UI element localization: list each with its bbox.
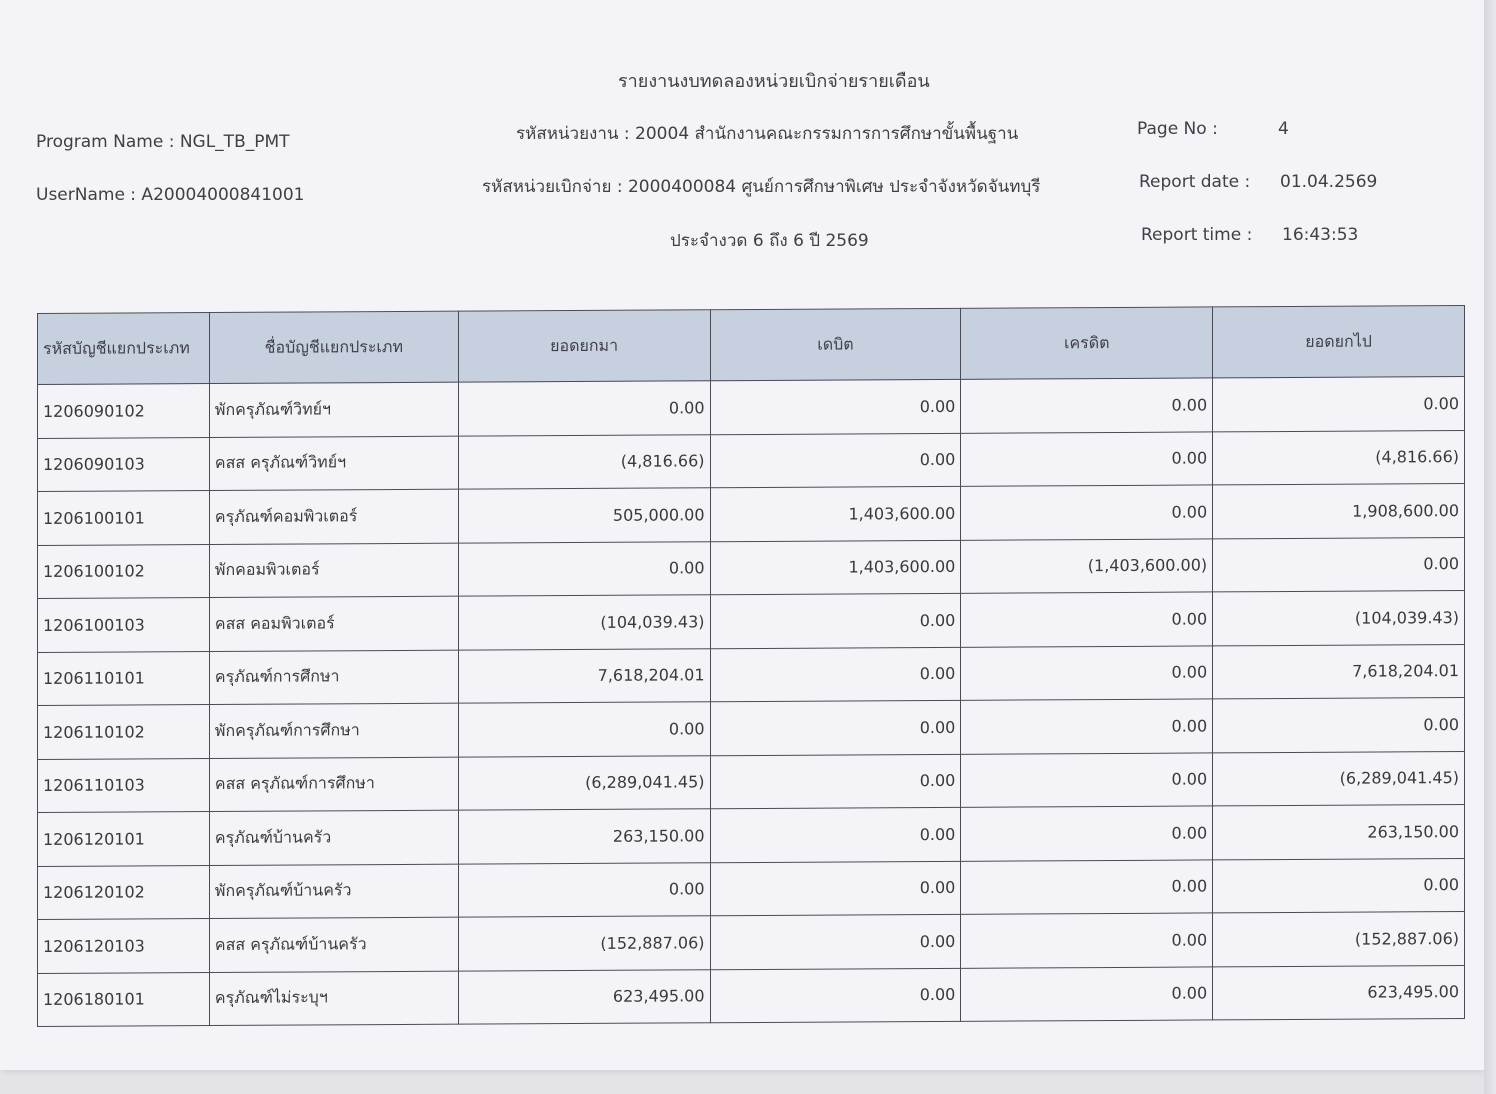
debit-cell: 0.00 [710, 433, 961, 488]
user-name: UserName : A20004000841001 [36, 185, 305, 205]
carried-forward-cell: (152,887.06) [1213, 912, 1465, 967]
carried-forward-cell: 7,618,204.01 [1213, 644, 1465, 699]
account-name-cell: คสส ครุภัณฑ์การศึกษา [209, 757, 458, 812]
table-row [38, 484, 1465, 545]
brought-forward-cell: 263,150.00 [458, 809, 710, 864]
account-name-cell: พักครุภัณฑ์บ้านครัว [209, 864, 458, 919]
carried-forward-cell: 0.00 [1213, 858, 1465, 913]
account-code-cell: 1206120102 [38, 865, 210, 919]
account-code-cell: 1206090102 [38, 384, 210, 438]
account-name-cell: คสส ครุภัณฑ์บ้านครัว [209, 917, 458, 972]
account-code-cell: 1206120101 [38, 812, 210, 866]
debit-cell: 0.00 [710, 700, 961, 755]
debit-cell: 0.00 [710, 379, 961, 434]
col-header-credit: เครดิต [961, 307, 1213, 379]
account-name-cell: ครุภัณฑ์บ้านครัว [209, 810, 458, 865]
debit-cell: 0.00 [710, 807, 961, 862]
account-name-cell: ครุภัณฑ์การศึกษา [209, 650, 458, 705]
col-header-account-name: ชื่อบัญชีแยกประเภท [209, 311, 458, 383]
debit-cell: 0.00 [710, 647, 961, 702]
account-name-cell: พักครุภัณฑ์วิทย์ฯ [209, 382, 458, 437]
account-code-cell: 1206120103 [38, 919, 210, 973]
credit-cell: 0.00 [961, 913, 1213, 968]
credit-cell: 0.00 [961, 752, 1213, 807]
account-name-cell: พักครุภัณฑ์การศึกษา [209, 703, 458, 758]
period-line: ประจำงวด 6 ถึง 6 ปี 2569 [670, 231, 869, 251]
col-header-brought-forward: ยอดยกมา [458, 310, 710, 382]
header-row [38, 306, 1465, 385]
credit-cell: 0.00 [961, 699, 1213, 754]
account-code-cell: 1206180101 [38, 972, 210, 1026]
page-no-label: Page No : [1137, 119, 1218, 139]
report-date-label: Report date : [1139, 172, 1251, 192]
carried-forward-cell: 263,150.00 [1213, 805, 1465, 860]
credit-cell: 0.00 [961, 592, 1213, 647]
account-code-cell: 1206090103 [38, 437, 210, 491]
department-line: รหัสหน่วยงาน : 20004 สำนักงานคณะกรรมการการศึกษาขั้นพื้นฐาน [516, 124, 1019, 144]
brought-forward-cell: (6,289,041.45) [458, 755, 710, 810]
account-code-cell: 1206110102 [38, 705, 210, 759]
credit-cell: 0.00 [961, 485, 1213, 540]
brought-forward-cell: 0.00 [458, 381, 710, 436]
carried-forward-cell: 0.00 [1213, 377, 1465, 432]
account-code-cell: 1206100102 [38, 544, 210, 598]
brought-forward-cell: 0.00 [458, 862, 710, 917]
col-header-account-code: รหัสบัญชีแยกประเภท [38, 313, 210, 385]
report-time-value: 16:43:53 [1282, 225, 1359, 245]
credit-cell: 0.00 [961, 859, 1213, 914]
debit-cell: 1,403,600.00 [710, 540, 961, 595]
account-code-cell: 1206110103 [38, 758, 210, 812]
debit-cell: 1,403,600.00 [710, 486, 961, 541]
carried-forward-cell: 0.00 [1213, 698, 1465, 753]
table-row [38, 430, 1465, 491]
account-code-cell: 1206100103 [38, 598, 210, 652]
account-name-cell: คสส ครุภัณฑ์วิทย์ฯ [209, 436, 458, 491]
table-row [38, 858, 1465, 919]
brought-forward-cell: 0.00 [458, 702, 710, 757]
table-row [38, 644, 1465, 705]
account-code-cell: 1206110101 [38, 651, 210, 705]
brought-forward-cell: 0.00 [458, 541, 710, 596]
debit-cell: 0.00 [710, 968, 961, 1023]
carried-forward-cell: 0.00 [1213, 537, 1465, 592]
report-date-value: 01.04.2569 [1280, 172, 1378, 192]
credit-cell: 0.00 [961, 378, 1213, 433]
report-title: รายงานงบทดลองหน่วยเบิกจ่ายรายเดือน [618, 71, 930, 92]
carried-forward-cell: (104,039.43) [1213, 591, 1465, 646]
brought-forward-cell: (104,039.43) [458, 595, 710, 650]
table-row [38, 377, 1465, 438]
credit-cell: 0.00 [961, 645, 1213, 700]
program-name: Program Name : NGL_TB_PMT [36, 132, 290, 152]
table-row [38, 751, 1465, 812]
trial-balance-table [37, 305, 1465, 1027]
brought-forward-cell: (152,887.06) [458, 916, 710, 971]
carried-forward-cell: (4,816.66) [1213, 430, 1465, 485]
table-row [38, 537, 1465, 598]
account-name-cell: ครุภัณฑ์คอมพิวเตอร์ [209, 489, 458, 544]
table-row [38, 912, 1465, 973]
debit-cell: 0.00 [710, 914, 961, 969]
disbursing-unit-line: รหัสหน่วยเบิกจ่าย : 2000400084 ศูนย์การศึกษาพิเศษ ประจำจังหวัดจันทบุรี [482, 177, 1041, 197]
table-row [38, 698, 1465, 759]
credit-cell: 0.00 [961, 966, 1213, 1021]
debit-cell: 0.00 [710, 593, 961, 648]
credit-cell: 0.00 [961, 431, 1213, 486]
col-header-carried-forward: ยอดยกไป [1213, 306, 1465, 378]
table-row [38, 591, 1465, 652]
table-row [38, 965, 1465, 1026]
page-no-value: 4 [1278, 119, 1289, 139]
brought-forward-cell: 7,618,204.01 [458, 648, 710, 703]
carried-forward-cell: (6,289,041.45) [1213, 751, 1465, 806]
credit-cell: (1,403,600.00) [961, 538, 1213, 593]
carried-forward-cell: 623,495.00 [1213, 965, 1465, 1020]
brought-forward-cell: 505,000.00 [458, 488, 710, 543]
account-name-cell: คสส คอมพิวเตอร์ [209, 596, 458, 651]
table-header [38, 306, 1465, 385]
debit-cell: 0.00 [710, 754, 961, 809]
col-header-debit: เดบิต [710, 308, 961, 380]
brought-forward-cell: 623,495.00 [458, 969, 710, 1024]
credit-cell: 0.00 [961, 806, 1213, 861]
report-time-label: Report time : [1141, 225, 1253, 245]
brought-forward-cell: (4,816.66) [458, 434, 710, 489]
carried-forward-cell: 1,908,600.00 [1213, 484, 1465, 539]
paper-edge-shadow [1484, 0, 1496, 1094]
account-code-cell: 1206100101 [38, 491, 210, 545]
account-name-cell: พักคอมพิวเตอร์ [209, 543, 458, 598]
table-body [38, 377, 1465, 1027]
account-name-cell: ครุภัณฑ์ไม่ระบุฯ [209, 971, 458, 1026]
table-row [38, 805, 1465, 866]
debit-cell: 0.00 [710, 861, 961, 916]
